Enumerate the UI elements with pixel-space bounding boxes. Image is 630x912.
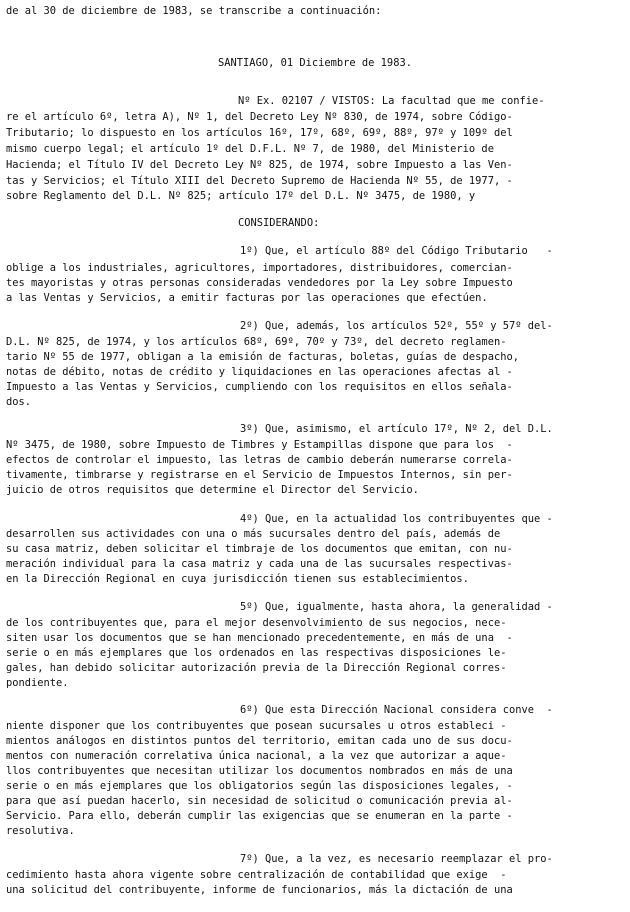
text-line: cedimiento hasta ahora vigente sobre centralización de contabilidad que exige -	[6, 869, 507, 881]
text-line: a las Ventas y Servicios, a emitir facturas por las operaciones que efectúen.	[6, 292, 488, 304]
text-line: para que así puedan hacerlo, sin necesidad de solicitud o comunicación previa al-	[6, 795, 513, 807]
text-line: una solicitud del contribuyente, informe de funcionarios, más la dictación de una	[6, 884, 513, 896]
text-line: Servicio. Para ello, deberán cumplir las exigencias que se enumeran en la parte -	[6, 810, 513, 822]
text-line: oblige a los industriales, agricultores, importadores, distribuidores, comercian-	[6, 262, 513, 274]
text-line: 2º) Que, además, los artículos 52º, 55º y 57º del-	[240, 320, 553, 332]
text-line: niente disponer que los contribuyentes que posean sucursales u otros estableci -	[6, 720, 507, 732]
text-line: sobre Reglamento del D.L. Nº 825; artículo 17º del D.L. Nº 3475, de 1980, y	[6, 190, 476, 202]
text-line: tes mayoristas y otras personas consideradas vendedores por la Ley sobre Impuesto	[6, 277, 513, 289]
text-line: mismo cuerpo legal; el artículo 1º del D.F.L. Nº 7, de 1980, del Ministerio de	[6, 143, 494, 155]
text-line: 7º) Que, a la vez, es necesario reemplazar el pro-	[240, 853, 553, 865]
considerando-heading: CONSIDERANDO:	[238, 217, 320, 229]
place-date: SANTIAGO, 01 Diciembre de 1983.	[218, 57, 412, 69]
reference-line: Nº Ex. 02107 / VISTOS: La facultad que me confie-	[238, 95, 545, 107]
text-line: meración individual para la casa matriz y cada una de las sucursales respectivas-	[6, 558, 513, 570]
text-line: 3º) Que, asimismo, el artículo 17º, Nº 2, del D.L.	[240, 423, 553, 435]
text-line: re el artículo 6º, letra A), Nº 1, del Decreto Ley Nº 830, de 1974, sobre Código-	[6, 111, 513, 123]
text-line: Impuesto a las Ventas y Servicios, cumpliendo con los requisitos en ellos señala-	[6, 381, 513, 393]
text-line: notas de débito, notas de crédito y liquidaciones en las operaciones afectas al -	[6, 366, 513, 378]
text-line: gales, han debido solicitar autorización previa de la Dirección Regional corres-	[6, 662, 507, 674]
text-line: 1º) Que, el artículo 88º del Código Tributario -	[240, 245, 553, 257]
text-line: mentos con numeración correlativa única nacional, a la vez que autorizar a aque-	[6, 750, 507, 762]
text-line: llos contribuyentes que necesitan utilizar los documentos nombrados en más de una	[6, 765, 513, 777]
text-line: tivamente, timbrarse y registrarse en el Servicio de Impuestos Internos, sin per-	[6, 469, 513, 481]
text-line: tas y Servicios; el Título XIII del Decreto Supremo de Hacienda Nº 55, de 1977, -	[6, 175, 513, 187]
text-line: D.L. Nº 825, de 1974, y los artículos 68º, 69º, 70º y 73º, del decreto reglamen-	[6, 336, 507, 348]
text-line: de los contribuyentes que, para el mejor desenvolvimiento de sus negocios, nece-	[6, 617, 507, 629]
text-line: siten usar los documentos que se han mencionado precedentemente, en más de una -	[6, 632, 513, 644]
text-line: 6º) Que esta Dirección Nacional considera conve -	[240, 704, 553, 716]
text-line: su casa matriz, deben solicitar el timbraje de los documentos que emitan, con nu-	[6, 543, 513, 555]
text-line: resolutiva.	[6, 825, 75, 837]
text-line: pondiente.	[6, 677, 69, 689]
intro-line: de al 30 de diciembre de 1983, se transcribe a continuación:	[6, 5, 382, 17]
text-line: dos.	[6, 396, 32, 408]
text-line: tario Nº 55 de 1977, obligan a la emisión de facturas, boletas, guías de despacho,	[6, 351, 519, 363]
text-line: Nº 3475, de 1980, sobre Impuesto de Timbres y Estampillas dispone que para los -	[6, 439, 513, 451]
text-line: mientos análogos en distintos puntos del territorio, emitan cada uno de sus docu-	[6, 735, 513, 747]
text-line: juicio de otros requisitos que determine el Director del Servicio.	[6, 484, 419, 496]
text-line: 5º) Que, igualmente, hasta ahora, la generalidad -	[240, 601, 553, 613]
text-line: serie o en más ejemplares que los obligatorios según las disposiciones legales, -	[6, 780, 513, 792]
text-line: serie o en más ejemplares que los ordenados en las respectivas disposiciones le-	[6, 647, 507, 659]
text-line: 4º) Que, en la actualidad los contribuyentes que -	[240, 513, 553, 525]
text-line: Hacienda; el Título IV del Decreto Ley Nº 825, de 1974, sobre Impuesto a las Ven-	[6, 159, 513, 171]
text-line: Tributario; lo dispuesto en los artículos 16º, 17º, 68º, 69º, 88º, 97º y 109º del	[6, 127, 513, 139]
text-line: efectos de controlar el impuesto, las letras de cambio deberán numerarse correla-	[6, 454, 513, 466]
text-line: desarrollen sus actividades con una o más sucursales dentro del país, además de	[6, 528, 501, 540]
text-line: en la Dirección Regional en cuya jurisdicción tienen sus establecimientos.	[6, 573, 469, 585]
